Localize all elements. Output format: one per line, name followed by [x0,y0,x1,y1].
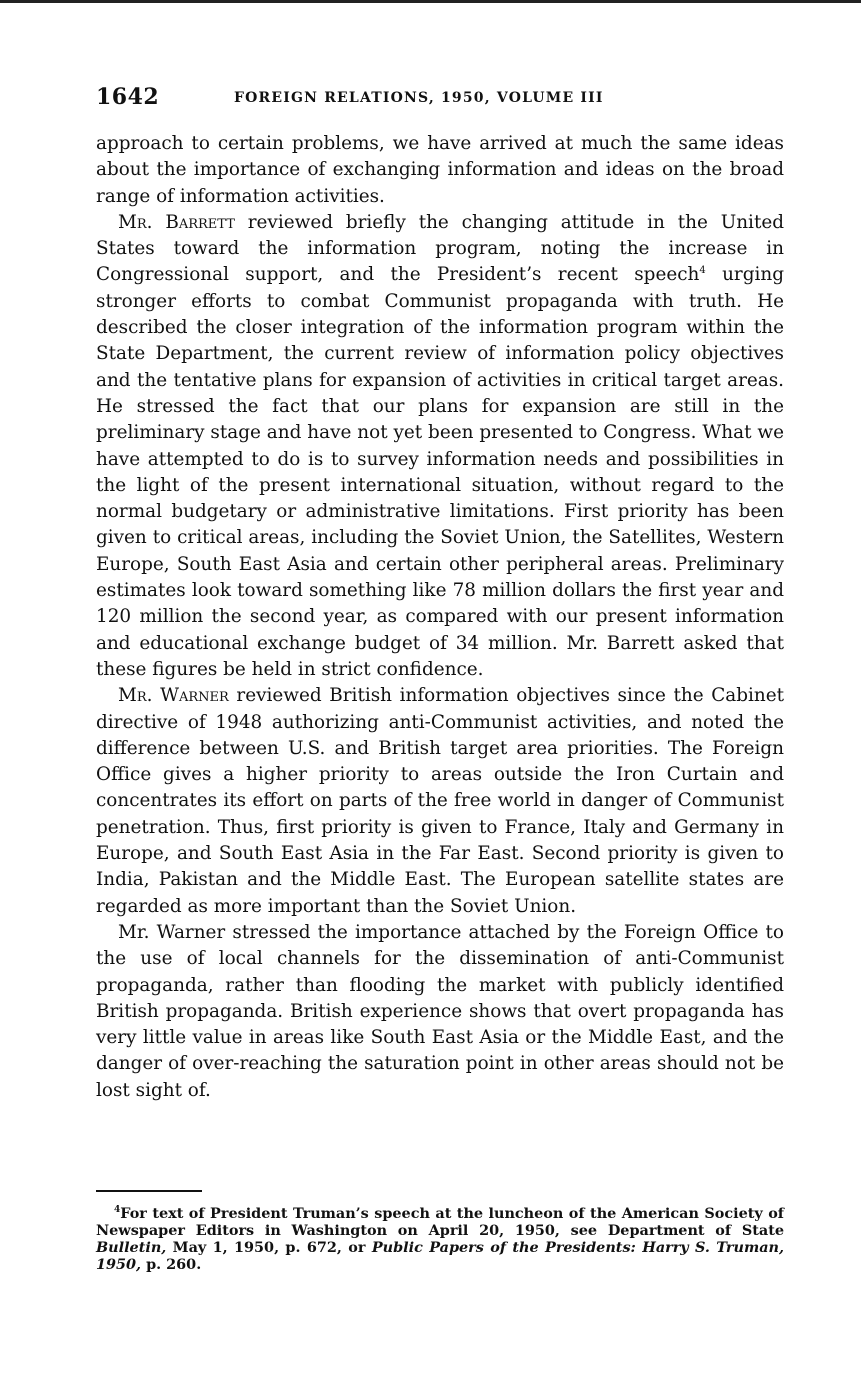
footnote-italic-public-papers: Public Papers of the Presidents: Harry S. Truman, 1950, [96,1238,784,1273]
paragraph-2-text-b: urging stronger efforts to combat Communist propaganda with truth. He described the closer integration of the information program within the State Department, the current review of information policy objectives and the tentative plans for expansion of activities in critical target areas. He stressed the fact that our plans for expansion are still in the preliminary stage and have not yet been presented to Congress. What we have attempted to do is to survey information needs and possibilities in the light of the present international situation, without regard to the normal budgetary or administrative limitations. First priority has been given to critical areas, including the Soviet Union, the Satellites, Western Europe, South East Asia and certain other peripheral areas. Preliminary estimates look toward something like 78 million dollars the first year and 120 million the second year, as compared with our present information and educational exchange budget of 34 million. Mr. Barrett asked that these figures be held in strict confidence. [96,264,784,680]
footnote-mark: 4 [114,1205,121,1215]
footnote-reference[interactable]: 4 [699,265,706,277]
paragraph-1 [96,131,784,210]
paragraph-4 [96,920,784,1104]
page-header [96,84,786,114]
footnote-divider [96,1190,202,1192]
running-head: FOREIGN RELATIONS, 1950, VOLUME III [234,90,604,106]
footnote-italic-bulletin: Bulletin, [96,1238,167,1256]
footnote-text-1: For text of President Truman’s speech at the luncheon of the American Society of Newspaper Editors in Washington on April 20, 1950, see Department of State [96,1204,784,1239]
body-text [96,131,784,1104]
footnote-text-2: May 1, 1950, p. 672, or [166,1238,372,1256]
paragraph-4-text: Mr. Warner stressed the importance attached by the Foreign Office to the use of local channels for the dissemination of anti-Communist propaganda, rather than flooding the market with publicly identified British propaganda. British experience shows that overt propaganda has very little value in areas like South East Asia or the Middle East, and the danger of over-reaching the saturation point in other areas should not be lost sight of. [96,921,784,1101]
speaker-warner: Mr. Warner [118,685,229,707]
footnote [96,1202,784,1273]
footnote-text-3: p. 260. [141,1255,202,1273]
top-border [0,0,861,3]
speaker-barrett: Mr. Barrett [118,211,235,233]
paragraph-1-text: approach to certain problems, we have arrived at much the same ideas about the importance of exchanging information and ideas on the broad range of information activities. [96,133,784,207]
page-number: 1642 [96,84,160,110]
paragraph-3-text: reviewed British information objectives since the Cabinet directive of 1948 authorizing anti-Communist activities, and noted the difference between U.S. and British target area priorities. The Foreign Office gives a higher priority to areas outside the Iron Curtain and concentrates its effort on parts of the free world in danger of Communist penetration. Thus, first priority is given to France, Italy and Germany in Europe, and South East Asia in the Far East. Second priority is given to India, Pakistan and the Middle East. The European satellite states are regarded as more important than the Soviet Union. [96,685,784,917]
paragraph-3 [96,683,784,920]
paragraph-2 [96,210,784,683]
paragraph-2-text-a: reviewed briefly the changing attitude in the United States toward the information program, noting the increase in Congressional support, and the President’s recent speech [96,211,784,286]
